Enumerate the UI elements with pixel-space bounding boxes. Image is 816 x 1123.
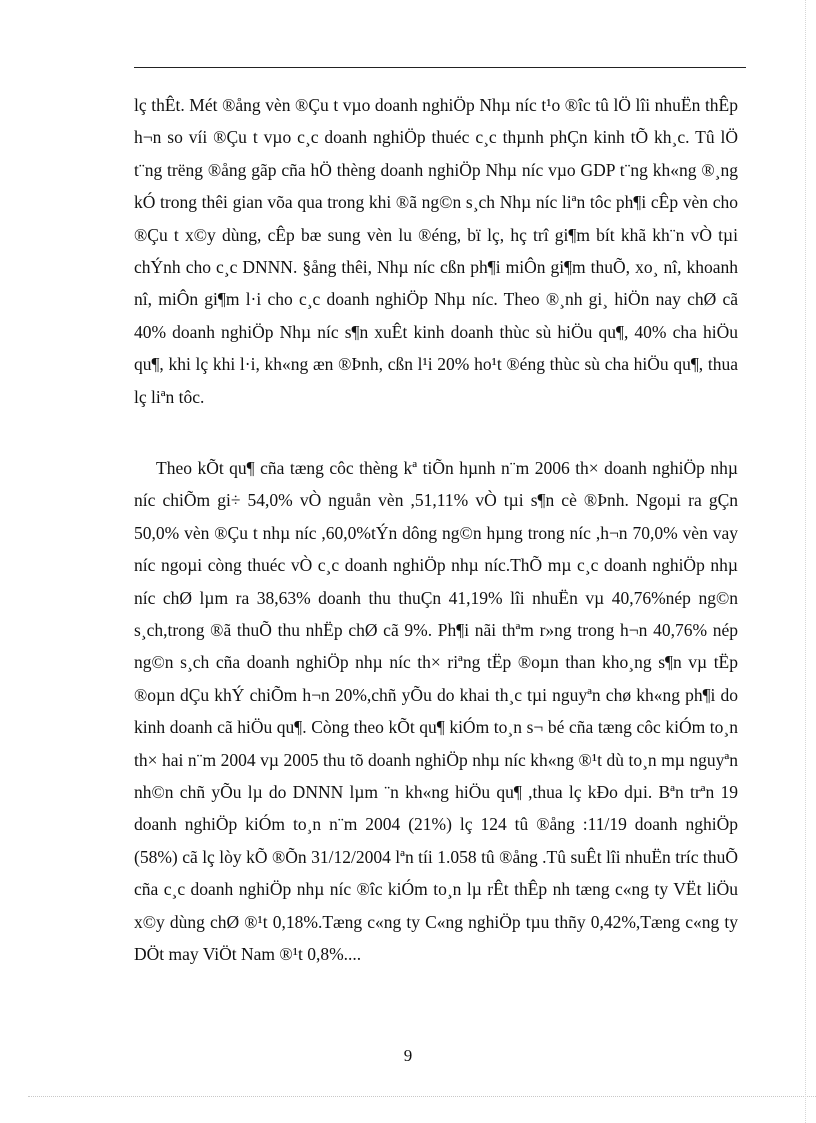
paragraph-1: lç thÊt. Mét ®ång vèn ®Çu t vµo doanh nghiÖp Nhµ níc t¹o ®îc tû lÖ lîi nhuËn thÊp h¬n so víi ®Çu t vµo c¸c doanh nghiÖp thuéc c¸c thµnh phÇn kinh tÕ kh¸c. Tû lÖ t¨ng trëng ®ång gãp cña hÖ thèng doanh nghiÖp Nhµ níc vµo GDP t¨ng kh«ng ®¸ng kÓ trong thêi gian võa qua trong khi ®ã ng©n s¸ch Nhµ níc liªn tôc ph¶i cÊp vèn cho ®Çu t x©y dùng, cÊp bæ sung vèn lu ®éng, bï lç, hç trî gi¶m bít khã kh¨n vÒ tµi chÝnh cho c¸c DNNN. §ång thêi, Nhµ níc cßn ph¶i miÔn gi¶m thuÕ, xo¸ nî, khoanh nî, miÔn gi¶m l·i cho c¸c doanh nghiÖp Nhµ níc. Theo ®¸nh gi¸ hiÖn nay chØ cã 40% doanh nghiÖp Nhµ níc s¶n xuÊt kinh doanh thùc sù hiÖu qu¶, 40% cha hiÖu qu¶, khi lç khi l·i, kh«ng æn ®Þnh, cßn l¹i 20% ho¹t ®éng thùc sù cha hiÖu qu¶, thua lç liªn tôc. bbox=[134, 95, 738, 407]
page-right-edge bbox=[805, 0, 806, 1123]
header-rule bbox=[134, 67, 746, 68]
page-number: 9 bbox=[403, 1046, 413, 1065]
page-bottom-edge bbox=[28, 1096, 816, 1097]
paragraph-2: Theo kÕt qu¶ cña tæng côc thèng kª tiÕn hµnh n¨m 2006 th× doanh nghiÖp nhµ níc chiÕm gi÷ 54,0% vÒ nguån vèn ,51,11% vÒ tµi s¶n cè ®Þnh. Ngoµi ra gÇn 50,0% vèn ®Çu t nhµ níc ,60,0%tÝn dông ng©n hµng trong níc ,h¬n 70,0% vèn vay níc ngoµi còng thuéc vÒ c¸c doanh nghiÖp nhµ níc.ThÕ mµ c¸c doanh nghiÖp nhµ níc chØ lµm ra 38,63% doanh thu thuÇn 41,19% lîi nhuËn vµ 40,76%nép ng©n s¸ch,trong ®ã thuÕ thu nhËp chØ cã 9%. Ph¶i nãi thªm r»ng trong h¬n 40,76% nép ng©n s¸ch cña doanh nghiÖp nhµ níc th× riªng tËp ®oµn than kho¸ng s¶n vµ tËp ®oµn dÇu khÝ chiÕm h¬n 20%,chñ yÕu do khai th¸c tµi nguyªn chø kh«ng ph¶i do kinh doanh cã hiÖu qu¶. Còng theo kÕt qu¶ kiÓm to¸n s¬ bé cña tæng côc kiÓm to¸n th× hai n¨m 2004 vµ 2005 thu tõ doanh nghiÖp nhµ níc kh«ng ®¹t dù to¸n mµ nguyªn nh©n chñ yÕu lµ do DNNN lµm ¨n kh«ng hiÖu qu¶ ,thua lç kÐo dµi. Bªn trªn 19 doanh nghiÖp kiÓm to¸n n¨m 2004 (21%) lç 124 tû ®ång :11/19 doanh nghiÖp (58%) cã lç lòy kÕ ®Õn 31/12/2004 lªn tíi 1.058 tû ®ång .Tû suÊt lîi nhuËn tríc thuÕ cña c¸c doanh nghiÖp nhµ níc ®îc kiÓm to¸n lµ rÊt thÊp nh tæng c«ng ty VËt liÖu x©y dùng chØ ®¹t 0,18%.Tæng c«ng ty C«ng nghiÖp tµu thñy 0,42%,Tæng c«ng ty DÖt may ViÖt Nam ®¹t 0,8%.... bbox=[134, 458, 738, 965]
